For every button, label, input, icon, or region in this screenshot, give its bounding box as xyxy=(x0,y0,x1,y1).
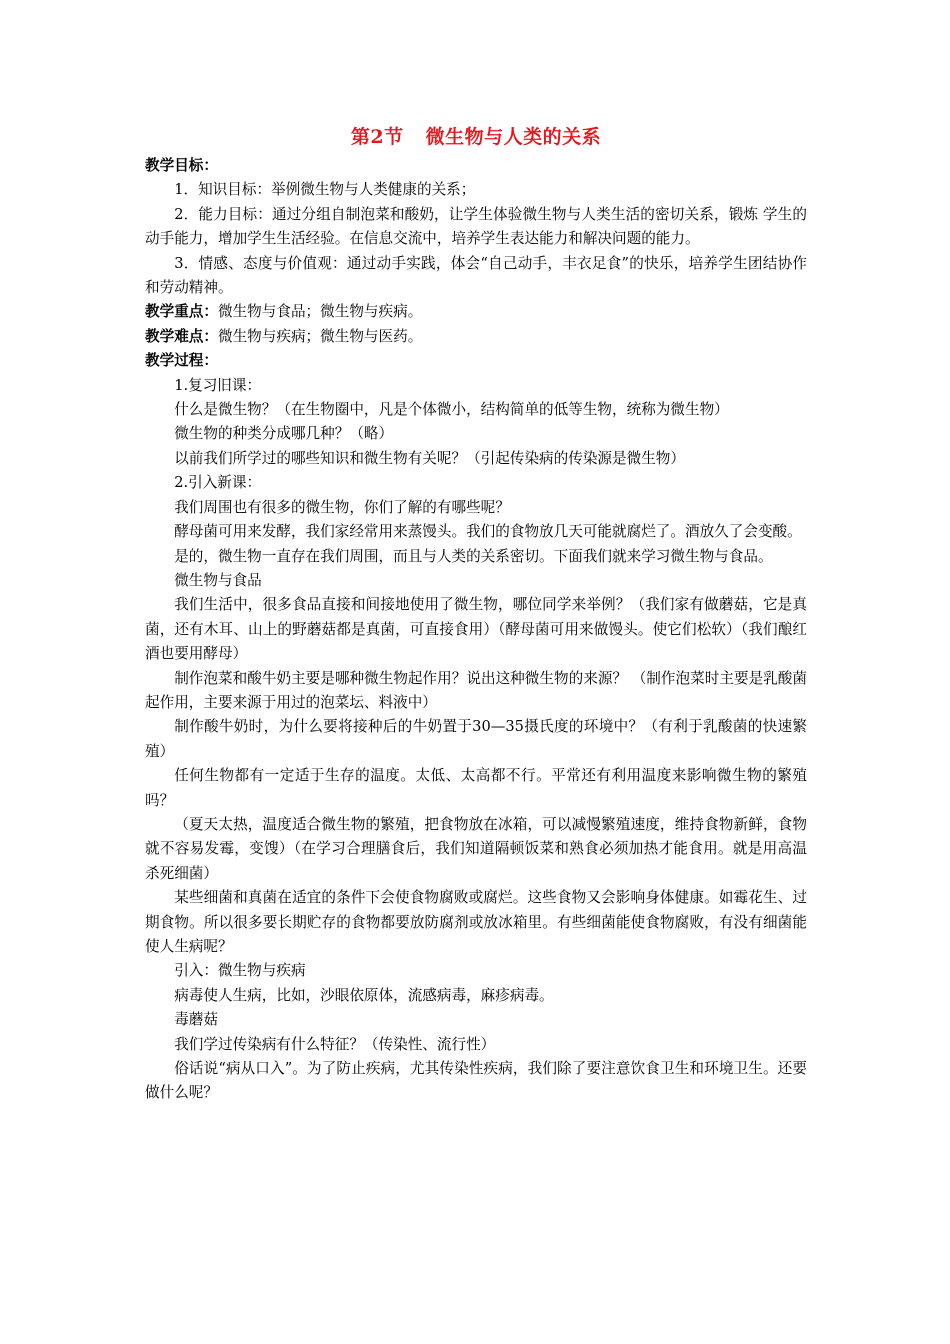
objectives-heading: 教学目标： xyxy=(145,157,218,174)
objective-item: 1．知识目标：举例微生物与人类健康的关系； xyxy=(174,181,476,199)
page-title xyxy=(145,122,807,152)
process-paragraph: 任何生物都有一定适于生存的温度。太低、太高都不行。平常还有利用温度来影响微生物的繁殖吗？ xyxy=(145,767,807,809)
process-paragraph: 微生物的种类分成哪几种？（略） xyxy=(174,425,394,443)
difficulties-text: 微生物与疾病；微生物与医药。 xyxy=(217,327,423,345)
process-paragraph: 以前我们所学过的哪些知识和微生物有关呢？（引起传染病的传染源是微生物） xyxy=(174,449,685,467)
process-paragraph: 酵母菌可用来发酵，我们家经常用来蒸馒头。我们的食物放几天可能就腐烂了。酒放久了会变酸。 xyxy=(174,523,802,541)
process-paragraph: 我们学过传染病有什么特征？（传染性、流行性） xyxy=(174,1035,496,1053)
process-paragraph: 是的，微生物一直存在我们周围，而且与人类的关系密切。下面我们就来学习微生物与食品。 xyxy=(174,547,773,565)
document-page xyxy=(145,122,807,1106)
process-paragraph: 病毒使人生病，比如，沙眼依原体，流感病毒，麻疹病毒。 xyxy=(174,986,554,1004)
process-paragraph: 某些细菌和真菌在适宜的条件下会使食物腐败或腐烂。这些食物又会影响身体健康。如霉花生、过期食物。所以很多要长期贮存的食物都要放防腐剂或放冰箱里。有些细菌能使食物腐败，有没有细菌能使人生病呢？ xyxy=(145,889,807,955)
process-paragraph: 毒蘑菇 xyxy=(174,1011,218,1029)
process-paragraph: 我们生活中，很多食品直接和间接地使用了微生物，哪位同学来举例？（我们家有做蘑菇，它是真菌，还有木耳、山上的野蘑菇都是真菌，可直接食用）（酵母菌可用来做馒头。使它们松软）（我们酿红酒也要用酵母） xyxy=(145,596,807,663)
difficulties-line xyxy=(145,325,807,349)
section-title: 微生物与人类的关系 xyxy=(425,126,602,148)
key-points-line xyxy=(145,300,807,324)
key-points-text: 微生物与食品；微生物与疾病。 xyxy=(217,303,423,321)
process-paragraph: 2.引入新课： xyxy=(174,474,262,492)
section-number: 第2节 xyxy=(350,126,404,148)
objective-item: 3．情感、态度与价值观：通过动手实践，体会“自己动手，丰衣足食”的快乐，培养学生团结协作和劳动精神。 xyxy=(145,254,807,297)
process-paragraph: （夏天太热，温度适合微生物的繁殖，把食物放在冰箱，可以减慢繁殖速度，维持食物新鲜，食物就不容易发霉，变馊）（在学习合理膳食后，我们知道隔顿饭菜和熟食必须加热才能食用。就是用高温杀死细菌） xyxy=(145,815,807,882)
key-points-label: 教学重点： xyxy=(145,303,218,321)
process-paragraph: 什么是微生物？（在生物圈中，凡是个体微小，结构简单的低等生物，统称为微生物） xyxy=(174,401,729,419)
difficulties-label: 教学难点： xyxy=(145,327,218,345)
process-paragraph: 微生物与食品 xyxy=(174,571,262,589)
process-paragraph: 制作酸牛奶时，为什么要将接种后的牛奶置于30—35摄氏度的环境中？（有利于乳酸菌的快速繁殖） xyxy=(145,718,807,760)
process-paragraph: 我们周围也有很多的微生物，你们了解的有哪些呢？ xyxy=(174,498,510,516)
process-paragraph: 俗话说“病从口入”。为了防止疾病，尤其传染性疾病，我们除了要注意饮食卫生和环境卫生。还要做什么呢？ xyxy=(145,1060,807,1102)
process-heading: 教学过程： xyxy=(145,352,218,370)
process-paragraph: 引入：微生物与疾病 xyxy=(174,962,306,980)
process-paragraph: 1.复习旧课： xyxy=(174,376,262,394)
process-paragraph: 制作泡菜和酸牛奶主要是哪种微生物起作用？说出这种微生物的来源？ （制作泡菜时主要是乳酸菌起作用，主要来源于用过的泡菜坛、料液中） xyxy=(145,669,807,711)
objective-item: 2．能力目标：通过分组自制泡菜和酸奶，让学生体验微生物与人类生活的密切关系，锻炼 学生的动手能力，增加学生生活经验。在信息交流中，培养学生表达能力和解决问题的能力。 xyxy=(145,205,807,248)
